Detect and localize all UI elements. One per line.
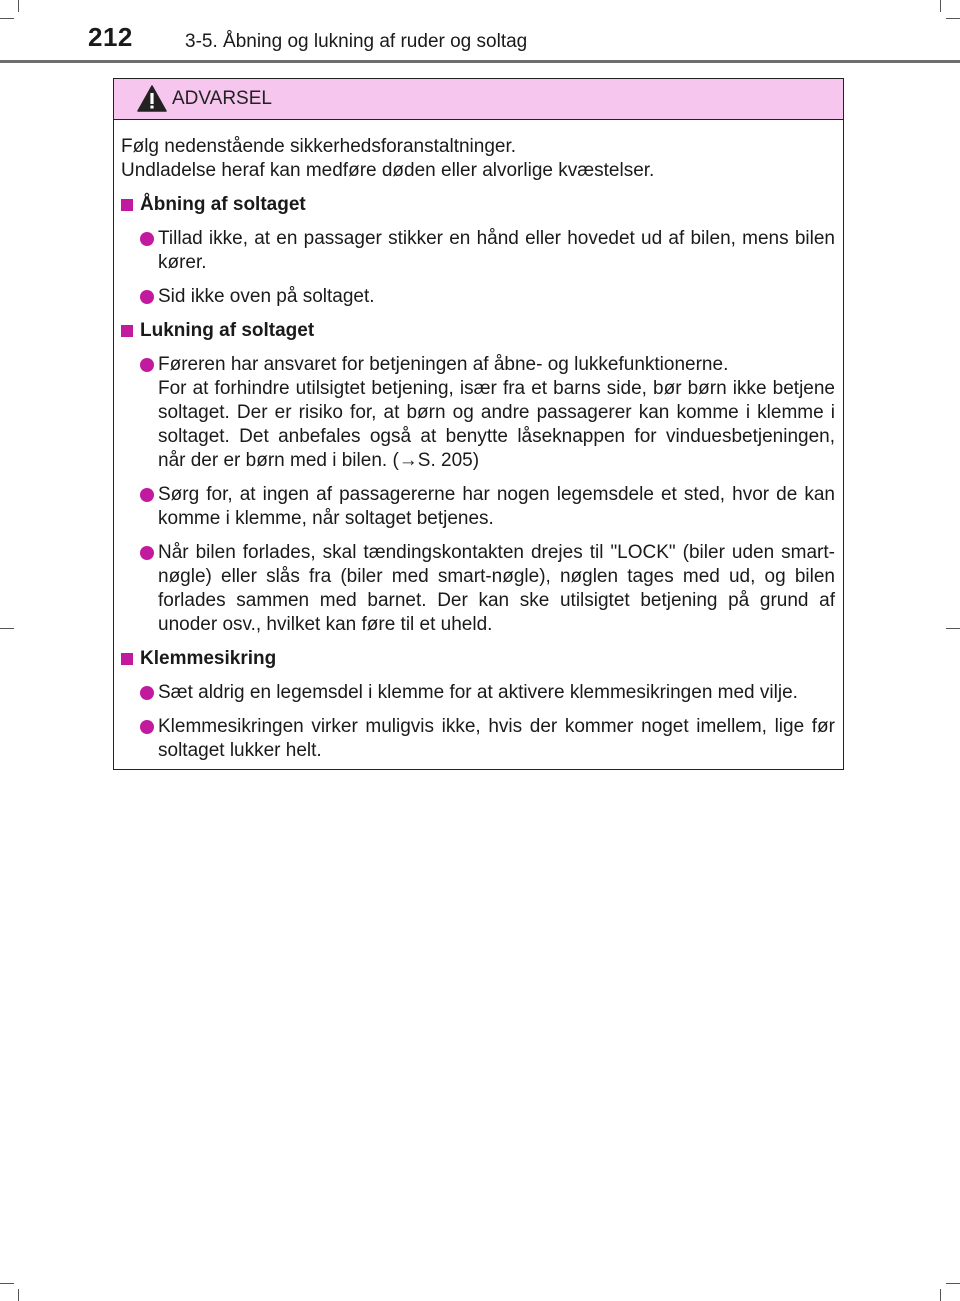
intro-line: Følg nedenstående sikkerhedsforanstaltninger. [121, 136, 517, 157]
warning-title: ADVARSEL [172, 88, 272, 109]
square-bullet-icon [121, 325, 133, 337]
crop-mark [18, 0, 19, 12]
bullet-item [121, 681, 835, 705]
bullet-text: For at forhindre utilsigtet betjening, især fra et barns side, bør børn ikke betjene soltaget. Der er risiko for, at børn og andre passagerer kan komme i klemme i soltaget. Det anbefales også at benytte låseknappen for vinduesbetjeningen, når der er børn med i bilen. (→S. 205) [158, 378, 835, 471]
warning-triangle-icon [137, 85, 167, 112]
section-heading-text: Lukning af soltaget [140, 320, 315, 341]
crop-mark [946, 1283, 960, 1284]
warning-header [114, 79, 843, 120]
bullet-text: Klemmesikringen virker muligvis ikke, hvis der kommer noget imellem, lige før soltaget lukker helt. [158, 716, 835, 761]
bullet-text: Føreren har ansvaret for betjeningen af åbne- og lukkefunktionerne. [158, 354, 729, 375]
bullet-item [121, 285, 835, 309]
crop-mark [0, 1283, 14, 1284]
section-heading-text: Åbning af soltaget [140, 194, 306, 215]
crop-mark [0, 628, 14, 629]
bullet-item [121, 353, 835, 473]
round-bullet-icon [140, 488, 154, 502]
crop-mark [940, 1289, 941, 1301]
bullet-item [121, 483, 835, 531]
bullet-text: Når bilen forlades, skal tændingskontakten drejes til "LOCK" (biler uden smart-nøgle) eller slås fra (biler med smart-nøgle), nøglen tages med ud, og bilen forlades sammen med barnet. Der kan ske utilsigtet betjening på grund af unoder osv., hvilket kan føre til et uheld. [158, 542, 835, 635]
bullet-item [121, 541, 835, 637]
section-heading-text: Klemmesikring [140, 648, 277, 669]
header-divider [0, 60, 960, 63]
bullet-item [121, 227, 835, 275]
crop-mark [946, 628, 960, 629]
round-bullet-icon [140, 290, 154, 304]
intro-line: Undladelse heraf kan medføre døden eller alvorlige kvæstelser. [121, 160, 655, 181]
warning-body [114, 120, 843, 763]
bullet-text: Sørg for, at ingen af passagererne har nogen legemsdele et sted, hvor de kan komme i klemme, når soltaget betjenes. [158, 484, 835, 529]
round-bullet-icon [140, 358, 154, 372]
round-bullet-icon [140, 686, 154, 700]
square-bullet-icon [121, 653, 133, 665]
round-bullet-icon [140, 232, 154, 246]
crop-mark [940, 0, 941, 12]
square-bullet-icon [121, 199, 133, 211]
bullet-text: Tillad ikke, at en passager stikker en hånd eller hovedet ud af bilen, mens bilen kører. [158, 228, 835, 273]
round-bullet-icon [140, 546, 154, 560]
page-number: 212 [88, 22, 133, 52]
crop-mark [18, 1289, 19, 1301]
crop-mark [946, 18, 960, 19]
round-bullet-icon [140, 720, 154, 734]
section-heading-opening [121, 193, 835, 217]
section-heading-closing [121, 319, 835, 343]
bullet-item [121, 715, 835, 763]
warning-intro [121, 135, 835, 183]
bullet-text: Sæt aldrig en legemsdel i klemme for at aktivere klemmesikringen med vilje. [158, 682, 798, 703]
crop-mark [0, 18, 14, 19]
section-title: 3-5. Åbning og lukning af ruder og soltag [185, 31, 528, 52]
bullet-text: Sid ikke oven på soltaget. [158, 286, 375, 307]
warning-box [113, 78, 844, 770]
section-heading-pinch-protection [121, 647, 835, 671]
